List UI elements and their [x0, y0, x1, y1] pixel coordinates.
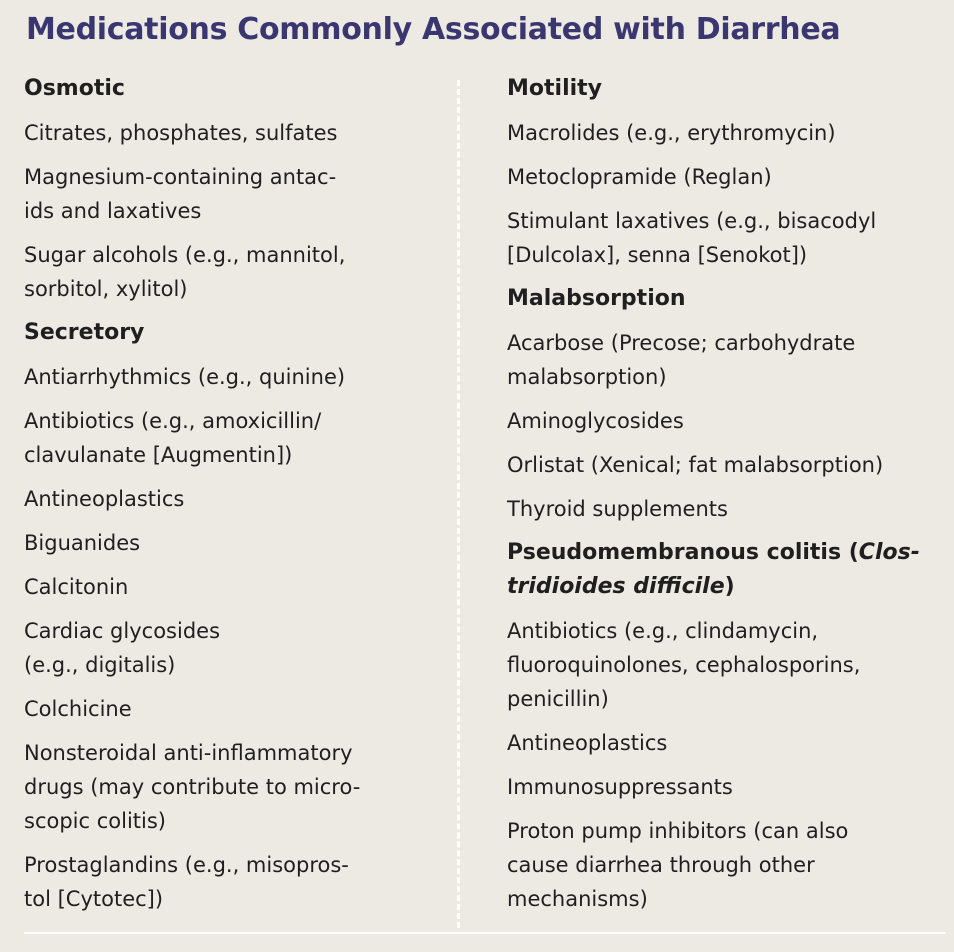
- section-heading-osmotic: Osmotic: [24, 76, 125, 101]
- section-heading-secretory: Secretory: [24, 320, 145, 345]
- section-heading-motility: Motility: [507, 76, 603, 101]
- list-item: [507, 814, 947, 916]
- list-item-line: drugs (may contribute to micro-: [24, 775, 361, 799]
- list-item-line: Nonsteroidal anti-inflammatory: [24, 741, 353, 765]
- section-heading-pseudomembranous-colitis: [507, 536, 947, 604]
- list-item-line: Immunosuppressants: [507, 775, 733, 799]
- list-item-line: Antiarrhythmics (e.g., quinine): [24, 365, 346, 389]
- list-item-line: Calcitonin: [24, 575, 129, 599]
- list-item-line: Macrolides (e.g., erythromycin): [507, 121, 836, 145]
- list-item-line: cause diarrhea through other: [507, 853, 815, 877]
- list-item-line: penicillin): [507, 687, 609, 711]
- list-item-line: mechanisms): [507, 887, 648, 911]
- list-item: [507, 492, 947, 526]
- heading-close-paren: ): [724, 574, 735, 599]
- list-item-line: Aminoglycosides: [507, 409, 684, 433]
- section-heading-malabsorption: Malabsorption: [507, 286, 686, 311]
- list-item-line: Cardiac glycosides: [24, 619, 221, 643]
- heading-italic-part1: Clos-: [858, 540, 920, 565]
- list-item-line: Antibiotics (e.g., clindamycin,: [507, 619, 819, 643]
- list-item-line: Thyroid supplements: [507, 497, 728, 521]
- list-item-line: Sugar alcohols (e.g., mannitol,: [24, 243, 346, 267]
- list-item-line: Colchicine: [24, 697, 132, 721]
- list-item: [507, 726, 947, 760]
- list-item-line: fluoroquinolones, cephalosporins,: [507, 653, 861, 677]
- list-item: [24, 614, 444, 682]
- list-item: [24, 570, 444, 604]
- motility-list: [507, 116, 947, 272]
- list-item: [507, 448, 947, 482]
- right-column: [507, 72, 947, 926]
- list-item-line: tol [Cytotec]): [24, 887, 164, 911]
- list-item: [24, 526, 444, 560]
- list-item-line: Metoclopramide (Reglan): [507, 165, 772, 189]
- list-item: [507, 770, 947, 804]
- bottom-rule: [24, 932, 946, 934]
- malabsorption-list: [507, 326, 947, 526]
- list-item-line: Antineoplastics: [24, 487, 185, 511]
- pseudomembranous-list: [507, 614, 947, 916]
- list-item: [507, 160, 947, 194]
- list-item-line: Prostaglandins (e.g., misopros-: [24, 853, 349, 877]
- list-item-line: [Dulcolax], senna [Senokot]): [507, 243, 808, 267]
- list-item: [507, 326, 947, 394]
- list-item-line: Antibiotics (e.g., amoxicillin/: [24, 409, 322, 433]
- list-item-line: ids and laxatives: [24, 199, 202, 223]
- list-item: [507, 614, 947, 716]
- list-item-line: scopic colitis): [24, 809, 166, 833]
- list-item: [24, 404, 444, 472]
- list-item-line: Biguanides: [24, 531, 141, 555]
- list-item-line: Proton pump inhibitors (can also: [507, 819, 849, 843]
- list-item: [24, 848, 444, 916]
- heading-text: Pseudomembranous colitis (: [507, 540, 859, 565]
- column-divider: [457, 80, 460, 928]
- list-item: [507, 204, 947, 272]
- list-item: [24, 736, 444, 838]
- list-item-line: Orlistat (Xenical; fat malabsorption): [507, 453, 884, 477]
- osmotic-list: [24, 116, 444, 306]
- list-item-line: Antineoplastics: [507, 731, 668, 755]
- list-item-line: clavulanate [Augmentin]): [24, 443, 293, 467]
- list-item: [507, 116, 947, 150]
- list-item: [24, 238, 444, 306]
- list-item: [24, 360, 444, 394]
- list-item: [24, 160, 444, 228]
- list-item: [24, 692, 444, 726]
- list-item-line: Magnesium-containing antac-: [24, 165, 337, 189]
- list-item: [507, 404, 947, 438]
- heading-italic-part2: tridioides difficile: [507, 574, 725, 599]
- list-item-line: sorbitol, xylitol): [24, 277, 188, 301]
- list-item: [24, 116, 444, 150]
- secretory-list: [24, 360, 444, 916]
- list-item-line: malabsorption): [507, 365, 667, 389]
- list-item-line: Acarbose (Precose; carbohydrate: [507, 331, 856, 355]
- page-title: Medications Commonly Associated with Diarrhea: [26, 12, 841, 47]
- left-column: [24, 72, 444, 926]
- list-item-line: Stimulant laxatives (e.g., bisacodyl: [507, 209, 877, 233]
- list-item: [24, 482, 444, 516]
- list-item-line: (e.g., digitalis): [24, 653, 176, 677]
- list-item-line: Citrates, phosphates, sulfates: [24, 121, 338, 145]
